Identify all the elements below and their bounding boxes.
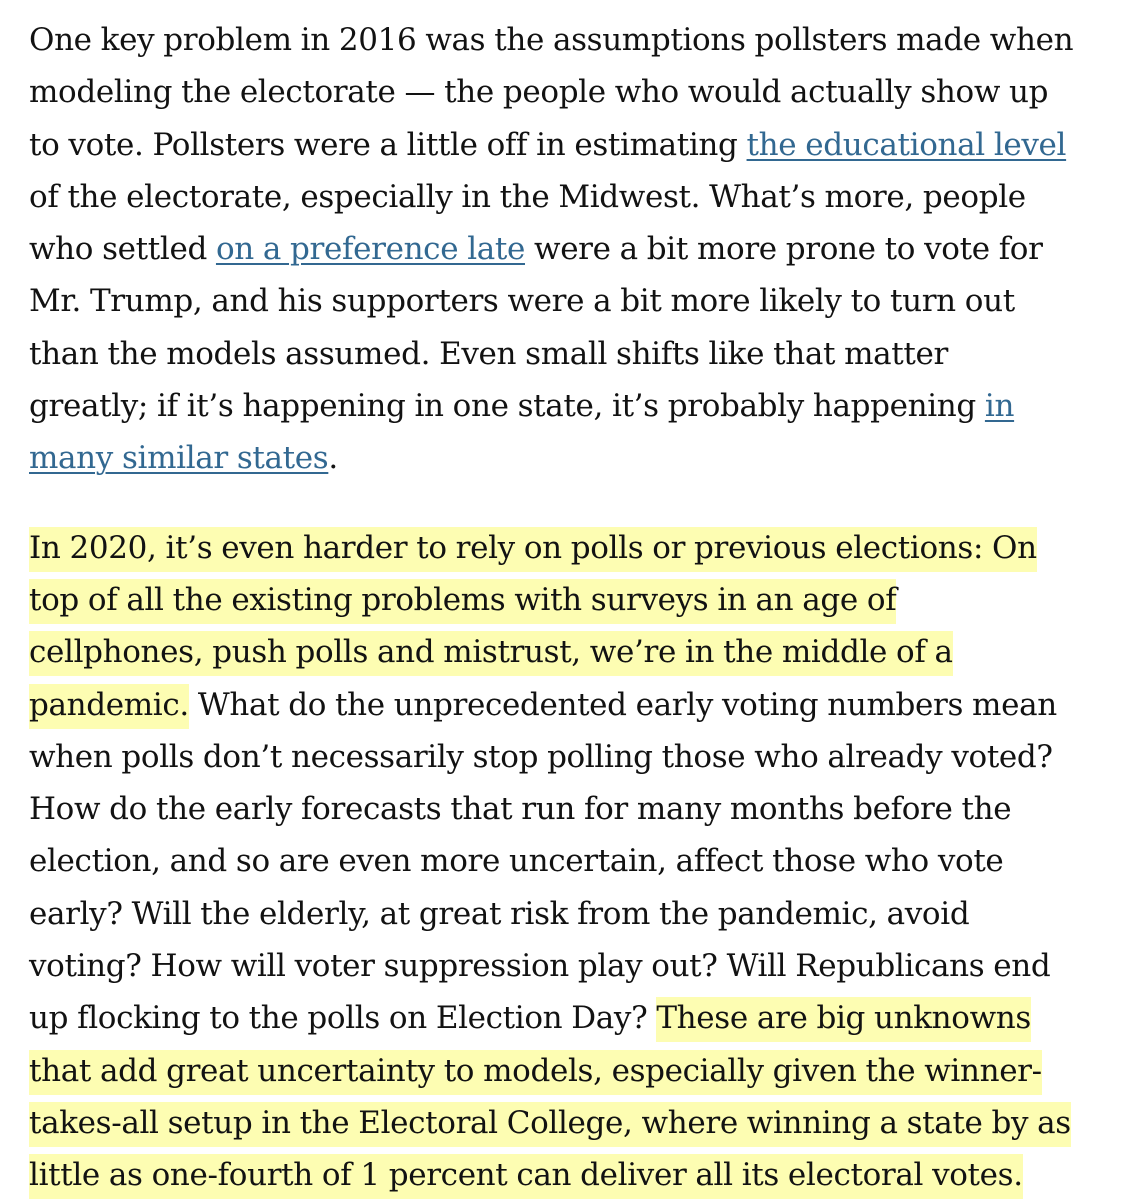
paragraph-2 — [29, 522, 1129, 1202]
text-line — [29, 522, 1129, 574]
link-similar-states-part1[interactable]: in — [984, 388, 1015, 425]
text-segment: were a bit more prone to vote for — [525, 231, 1043, 268]
text-line — [29, 679, 1129, 731]
text-line: when polls don’t necessarily stop polling those who already voted? — [29, 738, 1053, 775]
text-line — [29, 1097, 1129, 1149]
text-line — [29, 223, 1129, 275]
text-line: One key problem in 2016 was the assumptions pollsters made when — [29, 22, 1074, 58]
text-segment: What do the unprecedented early voting numbers mean — [188, 686, 1057, 723]
text-line — [29, 626, 1129, 678]
text-segment: up flocking to the polls on Election Day? — [29, 1000, 657, 1037]
highlighted-text: takes-all setup in the Electoral College, where winning a state by as — [29, 1102, 1071, 1147]
highlighted-text: These are big unknowns — [656, 997, 1031, 1042]
text-line — [29, 1045, 1129, 1097]
text-line: election, and so are even more uncertain, affect those who vote — [29, 843, 1004, 880]
highlighted-text: pandemic. — [29, 684, 189, 729]
text-line — [29, 574, 1129, 626]
paragraph-gap — [29, 485, 1129, 522]
text-line — [29, 119, 1129, 171]
highlighted-text: top of all the existing problems with surveys in an age of — [29, 579, 896, 624]
link-preference-late[interactable]: on a preference late — [215, 231, 525, 268]
text-line — [29, 380, 1129, 432]
text-segment: to vote. Pollsters were a little off in estimating — [29, 126, 747, 163]
link-educational-level[interactable]: the educational level — [746, 126, 1067, 163]
text-line: modeling the electorate — the people who would actually show up — [29, 74, 1049, 111]
text-line: Mr. Trump, and his supporters were a bit more likely to turn out — [29, 283, 1015, 320]
highlighted-text: In 2020, it’s even harder to rely on polls or previous elections: On — [29, 527, 1037, 572]
text-line — [29, 1149, 1129, 1201]
highlighted-text: that add great uncertainty to models, especially given the winner- — [29, 1050, 1042, 1095]
text-line — [29, 432, 1129, 484]
article-body — [29, 14, 1129, 1202]
highlighted-text: little as one-fourth of 1 percent can deliver all its electoral votes. — [29, 1154, 1023, 1199]
text-segment: . — [328, 440, 338, 477]
text-line — [29, 992, 1129, 1044]
text-line: How do the early forecasts that run for many months before the — [29, 791, 1012, 828]
text-line: early? Will the elderly, at great risk from the pandemic, avoid — [29, 895, 970, 932]
text-segment: greatly; if it’s happening in one state, it’s probably happening — [29, 388, 985, 425]
text-line: than the models assumed. Even small shifts like that matter — [29, 335, 948, 372]
text-line: of the electorate, especially in the Midwest. What’s more, people — [29, 178, 1026, 215]
link-similar-states-part2[interactable]: many similar states — [29, 440, 329, 477]
text-line: voting? How will voter suppression play out? Will Republicans end — [29, 948, 1051, 985]
paragraph-1 — [29, 14, 1129, 485]
highlighted-text: cellphones, push polls and mistrust, we’re in the middle of a — [29, 631, 953, 676]
text-segment: who settled — [29, 231, 216, 268]
